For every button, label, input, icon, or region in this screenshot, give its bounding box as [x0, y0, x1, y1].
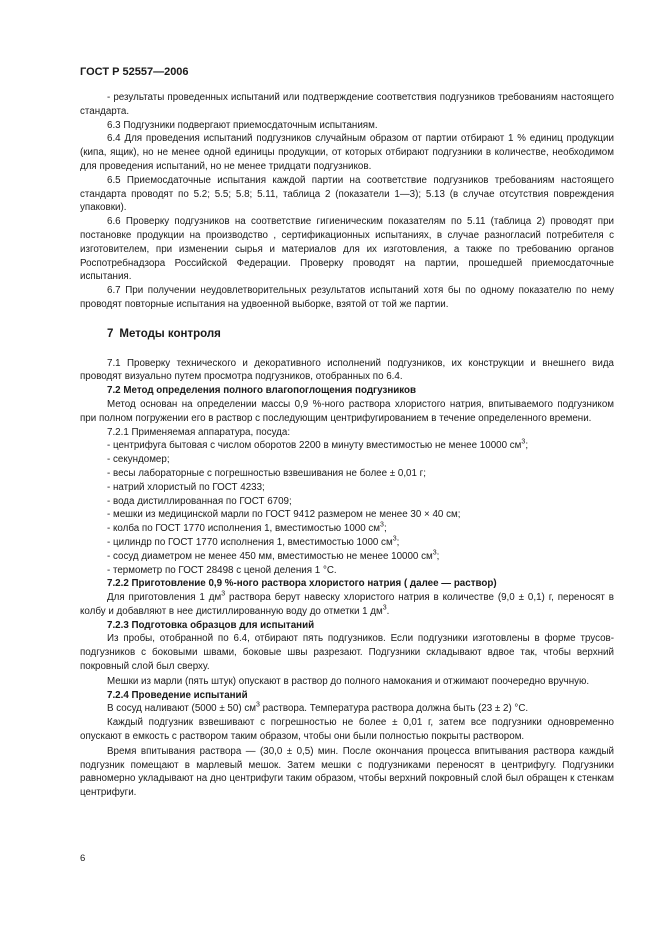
equipment-list: [80, 439, 614, 577]
paragraph-6-7: 6.7 При получении неудовлетворительных результатов испытаний хотя бы по одному показателю по нему проводят повторные испытания на удвоенной выборке, взятой от той же партии.: [80, 285, 614, 310]
section-heading: [80, 328, 614, 342]
page-number: 6: [80, 853, 86, 864]
list-item: - цилиндр по ГОСТ 1770 исполнения 1, вместимостью 1000 $см^3$;: [107, 535, 400, 548]
paragraph-7-2-2: Для приготовления 1 $дм^3$ раствора берут навеску хлористого натрия в количестве (9,0 ± 0,1) г, переносят в колбу и добавляют в нее дистиллированную воду до отметки 1 $дм^3$.: [80, 590, 614, 617]
paragraph-7-2-4-a: В сосуд наливают (5000 ± 50) $см^3$ раствора. Температура раствора должна быть (23 ± 2) °С.: [107, 702, 529, 715]
heading-7-2: 7.2 Метод определения полного влагопоглощения подгузников: [107, 385, 417, 397]
paragraph-7-1: 7.1 Проверку технического и декоративного исполнений подгузников, их конструкции и внешнего вида проводят визуально путем просмотра подгузников, отобранных по 6.4.: [80, 357, 614, 383]
list-item: - весы лабораторные с погрешностью взвешивания не более ± 0,01 г;: [107, 467, 426, 479]
paragraph-7-2-1-intro: 7.2.1 Применяемая аппаратура, посуда:: [107, 426, 291, 438]
list-item: - колба по ГОСТ 1770 исполнения 1, вместимостью 1000 $см^3$;: [107, 521, 387, 535]
paragraph-7-2-4-b: Каждый подгузник взвешивают с погрешностью не более ± 0,01 г, затем все подгузники одновременно опускают в емкость с раствором таким образом, чтобы они были полностью покрыты раствором.: [80, 717, 614, 743]
list-item: - мешки из медицинской марли по ГОСТ 9412 размером не менее 30 × 40 см;: [107, 509, 461, 521]
list-item: - термометр по ГОСТ 28498 с ценой деления 1 °С.: [107, 564, 337, 576]
list-item: - вода дистиллированная по ГОСТ 6709;: [107, 495, 292, 507]
list-item: - центрифуга бытовая с числом оборотов 2200 в минуту вместимостью не менее 10000 $см^3$;: [107, 439, 529, 452]
paragraph-6-6: 6.6 Проверку подгузников на соответствие гигиеническим показателям по 5.11 (таблица 2) проводят при постановке продукции на производство , сертификационных испытаниях, в случае разногласий потребителя с изготовителем, при изменении сырья и материалов для их изготовления, а также по требованию органов Роспотребнадзора Российской Федерации. Проверку проводят на партии, прошедшей приемосдаточные испытания.: [80, 216, 614, 283]
paragraph-6-3: 6.3 Подгузники подвергают приемосдаточным испытаниям.: [107, 119, 378, 131]
paragraph-results: - результаты проведенных испытаний или подтверждение соответствия подгузников требованиям настоящего стандарта.: [80, 92, 614, 117]
list-item: - натрий хлористый по ГОСТ 4233;: [107, 481, 265, 493]
list-item: - сосуд диаметром не менее 450 мм, вместимостью не менее 10000 $см^3$;: [107, 549, 440, 562]
paragraph-6-5: 6.5 Приемосдаточные испытания каждой партии на соответствие подгузников требованиям настоящего стандарта проводят по 5.2; 5.5; 5.8; 5.11, таблица 2 (показатели 1—3); 5.13 (в случае отсутствия повреждения упаковки).: [80, 174, 614, 214]
list-item: - секундомер;: [107, 454, 170, 466]
paragraph-6-4: 6.4 Для проведения испытаний подгузников случайным образом от партии отбирают 1 % единиц продукции (кипа, ящик), но не менее одной единицы продукции, от которых отбирают подгузники в количестве, необходимом для проведения испытаний, но не менее тридцати подгузников.: [80, 133, 614, 172]
heading-7-2-3: 7.2.3 Подготовка образцов для испытаний: [107, 619, 315, 631]
heading-7-2-2: 7.2.2 Приготовление 0,9 %-ного раствора хлористого натрия ( далее — раствор): [107, 578, 497, 590]
paragraph-7-2-4-c: Время впитывания раствора — (30,0 ± 0,5) мин. После окончания процесса впитывания раствора каждый подгузник помещают в марлевый мешок. Затем мешки с подгузниками переносят в центрифугу. Подгузники равномерно укладывают на дно центрифуги таким образом, чтобы верхний покровный слой был обращен к стенкам центрифуги.: [80, 745, 614, 799]
page-content: [80, 91, 614, 800]
paragraph-7-2-3-b: Мешки из марли (пять штук) опускают в раствор до полного намокания и отжимают поочередно вручную.: [107, 675, 590, 687]
heading-7-2-4: 7.2.4 Проведение испытаний: [107, 689, 248, 701]
section-number: 7: [107, 327, 114, 340]
document-code-header: ГОСТ Р 52557—2006: [80, 66, 189, 78]
paragraph-7-2-3-a: Из пробы, отобранной по 6.4, отбирают пять подгузников. Если подгузники изготовлены в форме трусов-подгузников с боковыми швами, боковые швы разрезают. Подгузники складывают вдвое так, чтобы верхний покровный слой был сверху.: [80, 633, 614, 673]
paragraph-7-2: Метод основан на определении массы 0,9 %-ного раствора хлористого натрия, впитываемого подгузником при полном погружении его в раствор с последующим центрифугированием в течение определенного времени.: [80, 398, 614, 424]
section-title: Методы контроля: [119, 327, 221, 340]
